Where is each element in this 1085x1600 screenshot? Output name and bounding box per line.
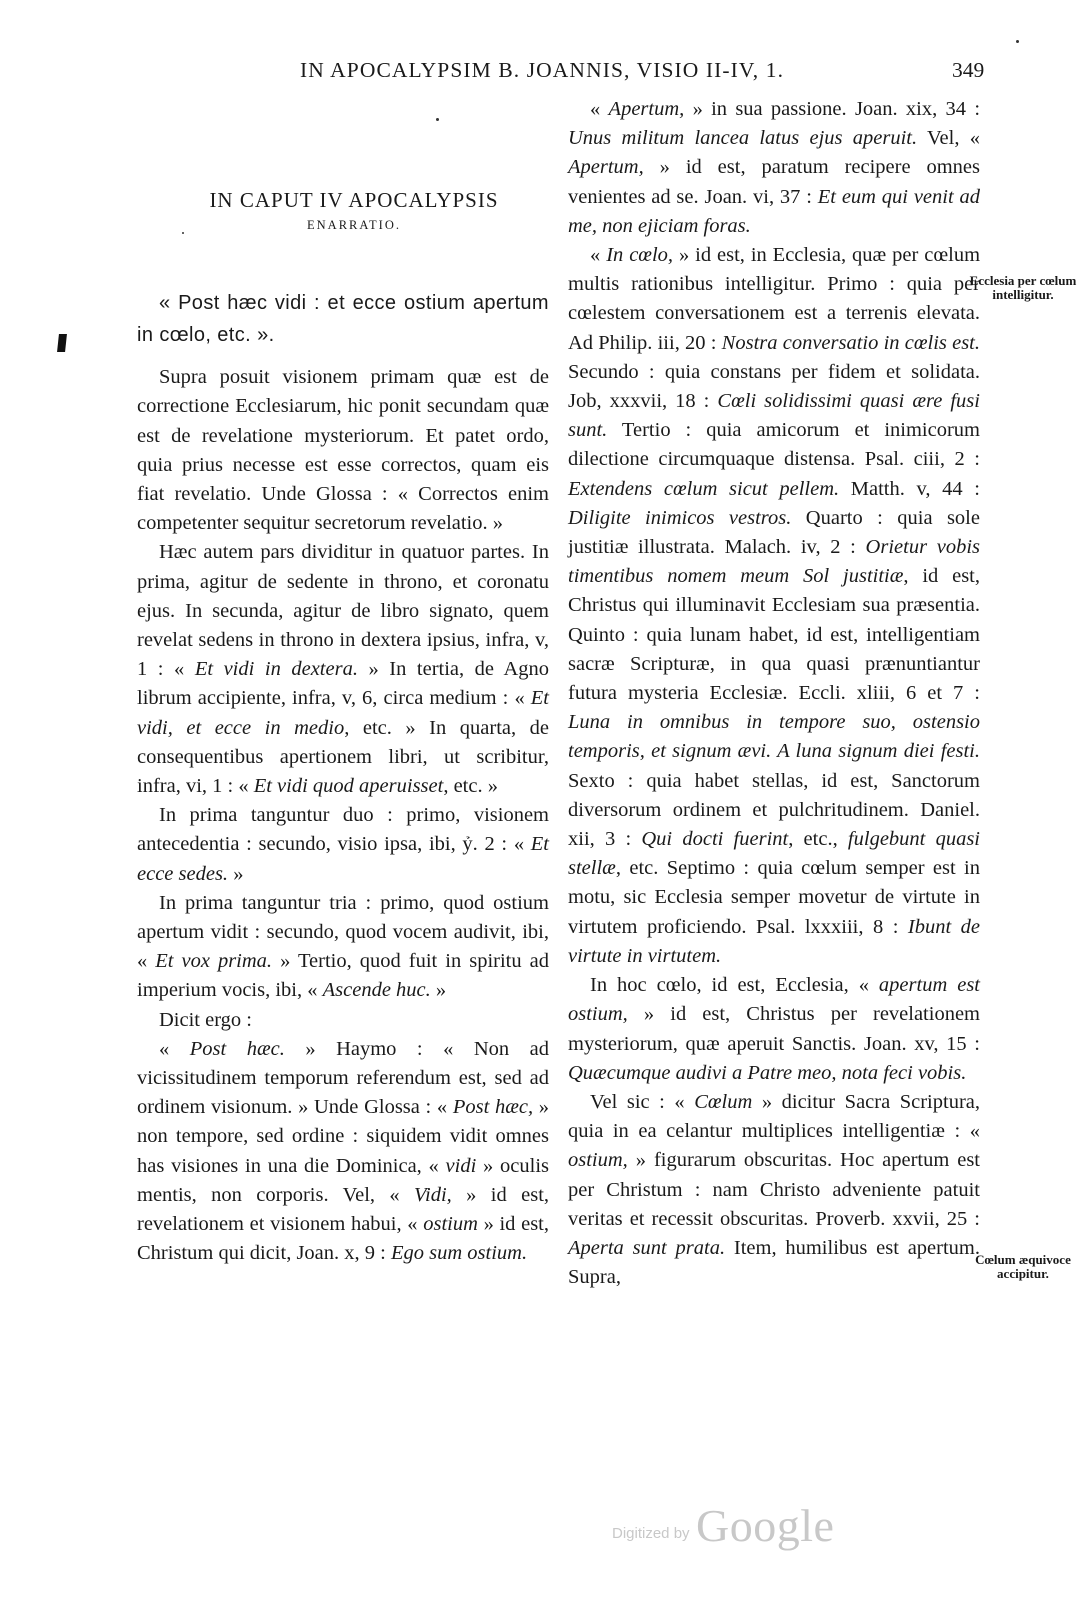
running-head [0, 58, 1085, 90]
italic-citation: Apertum, [568, 156, 644, 179]
italic-citation: Cœlum [694, 1090, 753, 1113]
italic-citation: vidi [445, 1154, 477, 1177]
speck [1016, 40, 1019, 43]
speck [436, 118, 439, 121]
paragraph: « In cœlo, » id est, in Ecclesia, quæ per cœlum multis rationibus intelligitur. Primo : quia per cœlestem conversationem est a terrenis elevata. Ad Philip. iii, 20 : Nostra conversatio in cœlis est. Secundo : quia constans per fidem et solidata. Job, xxxvii, 18 : Cœli solidissimi quasi ære fusi sunt. Tertio : quia amicorum et inimicorum dilectione circumquaque distensa. Psal. ciii, 2 : Extendens cœlum sicut pellem. Matth. v, 44 : Diligite inimicos vestros. Quarto : quia sole justitiæ illustrata. Malach. iv, 2 : Orietur vobis timentibus nomem meum Sol justitiæ, id est, Christus qui illuminavit Ecclesiam sua præsentia. Quinto : quia lunam habet, id est, intelligentiam sacræ Scripturæ, in qua quasi prænuntiantur futura mysteria Ecclesiæ. Eccli. xliii, 6 et 7 : Luna in omnibus in tempore suo, ostensio temporis, et signum ævi. A luna signum diei festi. Sexto : quia habet stellas, id est, Sanctorum diversorum ordinem et pulchritudinem. Daniel. xii, 3 : Qui docti fuerint, etc., fulgebunt quasi stellæ, etc. Septimo : quia cœlum semper est in motu, sic Ecclesia semper movetur de virtute in virtutem proficiendo. Psal. lxxxiii, 8 : Ibunt de virtute in virtutem. [568, 244, 981, 967]
digitized-footer [606, 1497, 836, 1553]
italic-citation: Et vidi in dextera. [194, 658, 358, 681]
italic-citation: Post hæc. [189, 1037, 285, 1060]
paragraph: Supra posuit visionem primam quæ est de correctione Ecclesiarum, hic ponit secundam quæ est de revelatione mysteriorum. Et patet ordo, quia prius necesse est esse correctos, quam eis fiat revelatio. Unde Glossa : « Correctos enim competenter sequitur secretorum revelatio. » [137, 366, 549, 535]
page-number: 349 [952, 58, 985, 82]
paragraph: In prima tanguntur duo : primo, visionem antecedentia : secundo, visio ipsa, ibi, ỷ. 2 : « Et ecce sedes. » [137, 804, 549, 885]
italic-citation: fulgebunt quasi stellæ [568, 828, 980, 880]
lemma-paragraph: « Post hæc vidi : et ecce ostium apertum in cœlo, etc. ». [137, 292, 549, 347]
italic-citation: Post hæc, [452, 1096, 534, 1119]
italic-citation: apertum est ostium, [568, 974, 980, 1026]
paragraph: Vel sic : « Cœlum » dicitur Sacra Scriptura, quia in ea celantur multiplices intelligentiæ : « ostium, » figurarum obscuritas. Hoc apertum est per Christum : nam Christo adveniente patuit veritas et recessit obscuritas. Proverb. xxvii, 25 : Aperta sunt prata. Item, humilibus est apertum. Supra, [568, 1090, 980, 1289]
running-title: IN APOCALYPSIM B. JOANNIS, VISIO II-IV, 1. [300, 58, 785, 82]
right-column [568, 95, 980, 1292]
italic-citation: Et vox prima. [155, 950, 273, 973]
google-logo: Google [696, 1500, 835, 1551]
italic-citation: Quæcumque audivi a Patre meo, nota feci vobis. [568, 1061, 967, 1084]
margin-note: Cœlum æquivoce accipitur. [975, 1252, 1071, 1281]
italic-citation: Et vidi quod aperuisset [253, 775, 444, 798]
left-column [137, 186, 549, 1269]
italic-citation: Ibunt de virtute in virtutem. [568, 915, 980, 967]
italic-citation: Et vidi, et ecce in medio [137, 687, 549, 739]
paragraph: In prima tanguntur tria : primo, quod ostium apertum vidit : secundo, quod vocem audivit, ibi, « Et vox prima. » Tertio, quod fuit in spiritu ad imperium vocis, ibi, « Ascende huc. » [137, 891, 549, 1002]
italic-citation: Luna in omnibus in tempore suo, ostensio temporis, et signum ævi. A luna signum diei festi. [568, 711, 980, 763]
italic-citation: Qui docti fuerint [641, 828, 789, 851]
italic-citation: Ascende huc. [322, 979, 431, 1002]
italic-citation: Ego sum ostium. [390, 1242, 528, 1265]
digitized-by-text: Digitized by [612, 1525, 690, 1542]
paragraph: Hæc autem pars dividitur in quatuor partes. In prima, agitur de sedente in throno, et coronatu ejus. In secunda, agitur de libro signato, quem revelat sedens in throno in dextera ipsius, infra, v, 1 : « Et vidi in dextera. » In tertia, de Agno librum accipiente, infra, v, 6, circa medium : « Et vidi, et ecce in medio, etc. » In quarta, de consequentibus apertionem libri, ut scribitur, infra, vi, 1 : « Et vidi quod aperuisset, etc. » [137, 541, 549, 798]
margin-note: Ecclesia per cœlum intelligitur. [969, 273, 1077, 302]
italic-citation: Aperta sunt prata. [568, 1236, 726, 1259]
italic-citation: In cœlo, [606, 244, 674, 267]
chapter-subtitle: ENARRATIO. [307, 218, 401, 233]
paragraph: Dicit ergo : [159, 1008, 252, 1031]
section-marker [57, 334, 67, 352]
italic-citation: Nostra conversatio in cœlis est. [721, 331, 980, 354]
paragraph: In hoc cœlo, id est, Ecclesia, « apertum est ostium, » id est, Christus per revelationem mysteriorum, quæ aperuit Sanctis. Joan. xv, 15 : Quæcumque audivi a Patre meo, nota feci vobis. [568, 974, 980, 1084]
italic-citation: Apertum, [608, 98, 685, 120]
italic-citation: Et ecce sedes. [137, 833, 549, 885]
paragraph: « Apertum, » in sua passione. Joan. xix, 34 : Unus militum lancea latus ejus aperuit. Vel, « Apertum, » id est, paratum recipere omnes venientes ad se. Joan. vi, 37 : Et eum qui venit ad me, non ejiciam foras. [568, 98, 981, 237]
italic-citation: Diligite inimicos vestros. [568, 506, 792, 529]
italic-citation: Vidi, [414, 1183, 452, 1206]
paragraph: « Post hæc. » Haymo : « Non ad vicissitudinem temporum referendum est, sed ad ordinem visionum. » Unde Glossa : « Post hæc, » non tempore, sed ordine : siquidem vidit omnes has visiones in una die Dominica, « vidi » oculis mentis, non corporis. Vel, « Vidi, » id est, revelationem et visionem habui, « ostium » id est, Christum qui dicit, Joan. x, 9 : Ego sum ostium. [137, 1037, 550, 1265]
italic-citation: Unus militum lancea latus ejus aperuit. [568, 127, 918, 150]
italic-citation: Orietur vobis timentibus nomem meum Sol justitiæ [568, 536, 980, 588]
chapter-title: IN CAPUT IV APOCALYPSIS [209, 188, 499, 212]
italic-citation: Cœli solidissimi quasi ære fusi sunt. [568, 390, 980, 442]
italic-citation: ostium, [568, 1149, 628, 1172]
italic-citation: Et eum qui venit ad me, non ejiciam foras. [568, 185, 981, 237]
italic-citation: ostium [423, 1213, 478, 1236]
italic-citation: Extendens cœlum sicut pellem. [568, 477, 840, 500]
